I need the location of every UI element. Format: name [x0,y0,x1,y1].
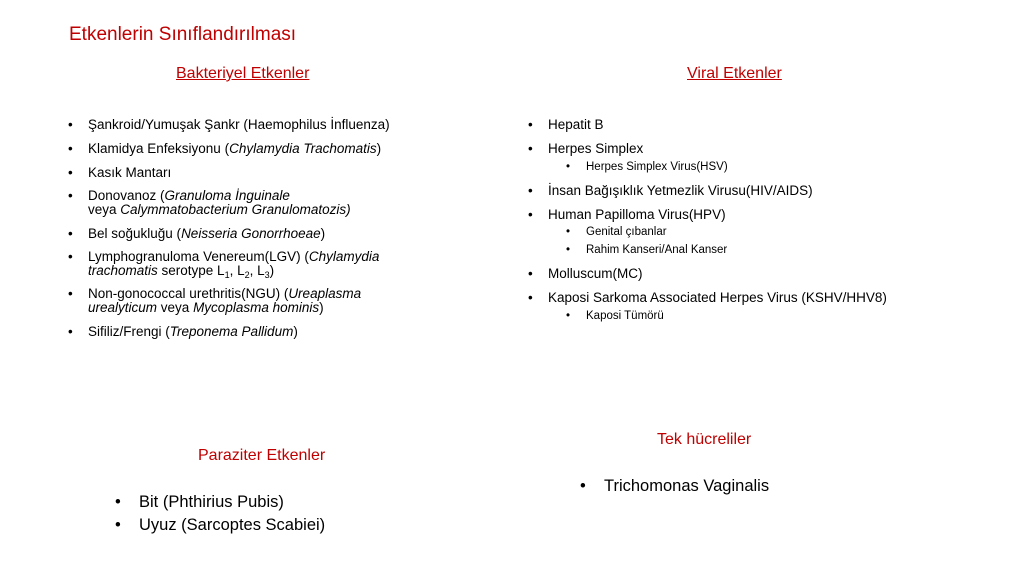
parasitic-list [115,492,439,538]
list-item: • Donovanoz (Granuloma İnguinale veya Calymmatobacterium Granulomatozis) [68,188,351,217]
list-item: • İnsan Bağışıklık Yetmezlik Virusu(HIV/AIDS) [528,183,813,198]
list-item: • Sifiliz/Frengi (Treponema Pallidum) [68,324,298,339]
list-item: • Kaposi Sarkoma Associated Herpes Virus (KSHV/HHV8) [528,290,887,305]
list-item: • Kasık Mantarı [68,165,172,180]
bacterial-heading[interactable]: Bakteriyel Etkenler [176,65,310,82]
list-item: • Bit (Phthirius Pubis) [115,493,284,511]
unicellular-list [580,476,904,499]
list-item: • Bel soğukluğu (Neisseria Gonorrhoeae) [68,226,326,241]
list-item: • Human Papilloma Virus(HPV) [528,207,726,222]
bacterial-list [68,117,508,339]
list-item: • Rahim Kanseri/Anal Kanser [566,244,728,256]
list-item: • Non-gonococcal urethritis(NGU) (Ureaplasma urealyticum veya Mycoplasma hominis) [68,286,362,315]
viral-heading[interactable]: Viral Etkenler [687,65,782,82]
list-item: • Trichomonas Vaginalis [580,477,770,495]
list-item: • Lymphogranuloma Venereum(LGV) (Chylamydia trachomatis serotype $L_1$, $L_2$, $L_3$) [68,249,380,280]
list-item: • Herpes Simplex [528,141,644,156]
list-item: • Kaposi Tümörü [566,310,664,322]
list-item: • Genital çıbanlar [566,226,667,238]
list-item: • Klamidya Enfeksiyonu (Chylamydia Trachomatis) [68,141,382,156]
viral-list [528,117,968,324]
list-item: • Herpes Simplex Virus(HSV) [566,161,728,173]
page-title: Etkenlerin Sınıflandırılması [69,24,297,45]
list-item: • Uyuz (Sarcoptes Scabiei) [115,516,326,534]
list-item: • Şankroid/Yumuşak Şankr (Haemophilus İnfluenza) [68,117,390,132]
list-item: • Hepatit B [528,117,604,132]
parasitic-heading: Paraziter Etkenler [198,447,326,464]
unicellular-heading: Tek hücreliler [657,431,752,448]
list-item: • Molluscum(MC) [528,266,643,281]
